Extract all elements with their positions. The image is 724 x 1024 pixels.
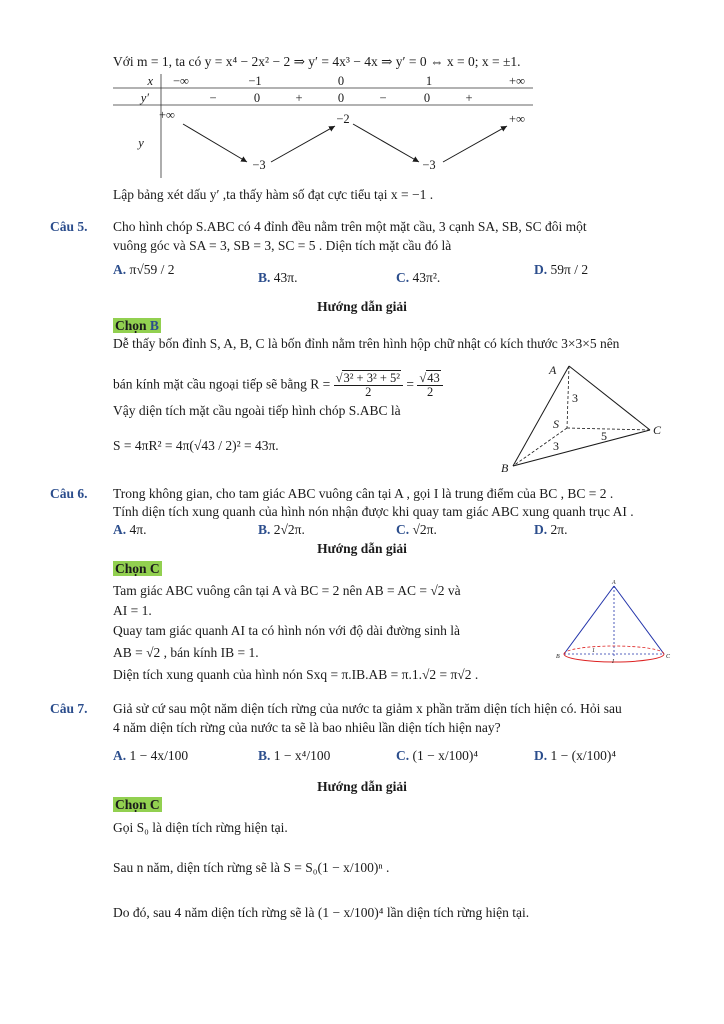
q7-heading: Hướng dẫn giải: [317, 779, 407, 794]
cone-figure: [550, 578, 680, 668]
table-y-value: +∞: [159, 108, 175, 122]
option-b-value: 1 − x⁴/100: [273, 748, 331, 763]
option-letter: A.: [113, 522, 127, 537]
q6-option-a[interactable]: [113, 522, 146, 538]
chon-label: Chọn C: [115, 561, 160, 576]
option-d-value: 2π.: [550, 522, 568, 537]
q6-sol-4: AB = √2 , bán kính IB = 1.: [113, 645, 259, 660]
table-x-value: 1: [425, 74, 433, 88]
table-sign: 0: [423, 91, 431, 105]
q5-option-b[interactable]: [258, 270, 297, 286]
q5-sol-2: bán kính mặt cầu ngoại tiếp sẽ bằng R = $\frac{\text{√3² + 3² + 5²}}{2}$ = $\frac{√43}{2}$: [113, 372, 443, 399]
q5-number: Câu 5.: [50, 219, 88, 234]
q5-option-a[interactable]: [113, 262, 174, 278]
option-letter: D.: [534, 748, 548, 763]
q6-option-c[interactable]: [396, 522, 437, 538]
chon-label: Chọn: [115, 318, 147, 333]
table-y-value: −3: [252, 158, 266, 172]
option-letter: D.: [534, 262, 548, 277]
vertex-label: B: [556, 654, 560, 660]
q6-chon: [113, 561, 162, 577]
q5-option-d[interactable]: [534, 262, 588, 278]
option-d-value: 1 − (x/100)⁴: [550, 748, 617, 763]
q6-option-d[interactable]: [534, 522, 567, 538]
q7-option-a[interactable]: [113, 748, 188, 764]
q6-heading: Hướng dẫn giải: [317, 541, 407, 556]
table-sign: 0: [337, 91, 345, 105]
q7-option-c[interactable]: [396, 748, 478, 764]
q7-sol-3: Do đó, sau 4 năm diện tích rừng sẽ là (1 − x/100)⁴ lần diện tích rừng hiện tại.: [113, 905, 530, 920]
option-letter: B.: [258, 270, 271, 285]
q7-option-d[interactable]: [534, 748, 616, 764]
q6-sol-3: Quay tam giác quanh AI ta có hình nón với độ dài đường sinh là: [113, 623, 461, 638]
q7-sol-2: Sau n năm, diện tích rừng sẽ là S = S₀(1 − x/100)ⁿ .: [113, 860, 390, 875]
arrow-down: [353, 124, 419, 162]
option-c-value: √2π.: [412, 522, 437, 537]
table-y-value: −3: [422, 158, 436, 172]
table-y-label: y: [138, 136, 144, 150]
vertex-label: B: [501, 461, 509, 475]
table-y-value: +∞: [509, 112, 525, 126]
table-sign: +: [295, 91, 303, 105]
option-a-value: 4π.: [129, 522, 147, 537]
vertex-label: S: [553, 417, 559, 431]
q6-sol-2: AI = 1.: [113, 603, 152, 618]
intro-line: [113, 54, 521, 70]
option-d-value: 59π / 2: [550, 262, 589, 277]
variation-table: [113, 74, 538, 180]
table-sign: 0: [253, 91, 261, 105]
option-letter: A.: [113, 748, 127, 763]
q7-sol-1: Gọi S₀ là diện tích rừng hiện tại.: [113, 820, 288, 835]
q7-number: Câu 7.: [50, 701, 88, 716]
option-letter: C.: [396, 748, 410, 763]
table-x-value: 0: [337, 74, 345, 88]
option-b-value: 43π.: [273, 270, 298, 285]
option-c-value: (1 − x/100)⁴: [412, 748, 479, 763]
edge-label: 3: [553, 439, 559, 453]
table-x-label: x: [147, 74, 153, 88]
q6-text-1: Trong không gian, cho tam giác ABC vuông cân tại A , gọi I là trung điểm của BC , BC = 2 .: [113, 486, 614, 501]
option-b-value: 2√2π.: [273, 522, 305, 537]
vertex-label: C: [653, 423, 662, 437]
edge-label: 1: [592, 648, 595, 654]
pyramid-figure: [495, 360, 695, 478]
arrow-up: [271, 126, 335, 162]
table-x-value: −1: [248, 74, 262, 88]
q5-heading: Hướng dẫn giải: [317, 299, 407, 314]
table-yp-label: y′: [140, 91, 149, 105]
table-sign: −: [209, 91, 217, 105]
q5-text-1: Cho hình chóp S.ABC có 4 đỉnh đều nằm trên một mặt cầu, 3 cạnh SA, SB, SC đôi một: [113, 219, 587, 234]
vertex-label: I: [612, 659, 614, 665]
q7-option-b[interactable]: [258, 748, 330, 764]
q7-text-2: 4 năm diện tích rừng của nước ta sẽ là bao nhiêu lần diện tích hiện nay?: [113, 720, 501, 735]
option-letter: C.: [396, 270, 410, 285]
q5-sol-4: S = 4πR² = 4π(√43 / 2)² = 43π.: [113, 438, 279, 453]
q7-chon: [113, 797, 162, 813]
chon-label: Chọn C: [115, 797, 160, 812]
option-letter: B.: [258, 748, 271, 763]
option-letter: A.: [113, 262, 127, 277]
q6-option-b[interactable]: [258, 522, 305, 538]
option-letter: B.: [258, 522, 271, 537]
option-letter: D.: [534, 522, 548, 537]
q6-sol-1: Tam giác ABC vuông cân tại A và BC = 2 nên AB = AC = √2 và: [113, 583, 461, 598]
edge-label: 3: [572, 391, 578, 405]
q5-sol-3: Vậy diện tích mặt cầu ngoài tiếp hình chóp S.ABC là: [113, 403, 401, 418]
option-c-value: 43π².: [412, 270, 441, 285]
radius-fraction-result: $\frac{√43}{2}$: [417, 372, 442, 399]
q5-option-c[interactable]: [396, 270, 440, 286]
table-sign: −: [379, 91, 387, 105]
intro-conclusion: Lập bảng xét dấu y′ ,ta thấy hàm số đạt cực tiểu tại x = −1 .: [113, 187, 434, 202]
q7-text-1: Giả sử cứ sau một năm diện tích rừng của nước ta giảm x phần trăm diện tích hiện có. Hỏi sau: [113, 701, 622, 716]
table-sign: +: [465, 91, 473, 105]
chon-answer: B: [149, 318, 159, 333]
sol2-text: bán kính mặt cầu ngoại tiếp sẽ bằng R =: [113, 376, 331, 392]
q6-sol-5: Diện tích xung quanh của hình nón Sxq = π.IB.AB = π.1.√2 = π√2 .: [113, 667, 479, 682]
option-a-value: π√59 / 2: [129, 262, 175, 277]
intro-text: Với m = 1, ta có y = x⁴ − 2x² − 2 ⇒ y′ = 4x³ − 4x ⇒ y′ = 0 ⇔ x = 0; x = ±1.: [113, 54, 521, 69]
q6-number: Câu 6.: [50, 486, 88, 501]
table-y-value: −2: [336, 112, 350, 126]
option-letter: C.: [396, 522, 410, 537]
edge-label: 5: [601, 429, 607, 443]
q5-text-2: vuông góc và SA = 3, SB = 3, SC = 5 . Diện tích mặt cầu đó là: [113, 238, 452, 253]
q6-text-2: Tính diện tích xung quanh của hình nón nhận được khi quay tam giác ABC xung quanh trục AI .: [113, 504, 634, 519]
table-x-value: +∞: [509, 74, 525, 88]
arrow-down: [183, 124, 247, 162]
q5-chon: [113, 318, 161, 334]
vertex-label: A: [612, 580, 616, 586]
arrow-up: [443, 126, 507, 162]
option-a-value: 1 − 4x/100: [129, 748, 189, 763]
vertex-label: A: [549, 363, 557, 377]
vertex-label: C: [666, 654, 671, 660]
table-x-value: −∞: [173, 74, 189, 88]
radius-fraction: $\frac{\text{√3² + 3² + 5²}}{2}$: [334, 372, 403, 399]
q5-sol-1: Dễ thấy bốn đỉnh S, A, B, C là bốn đỉnh nằm trên hình hộp chữ nhật có kích thước 3×3×5 nên: [113, 336, 620, 351]
